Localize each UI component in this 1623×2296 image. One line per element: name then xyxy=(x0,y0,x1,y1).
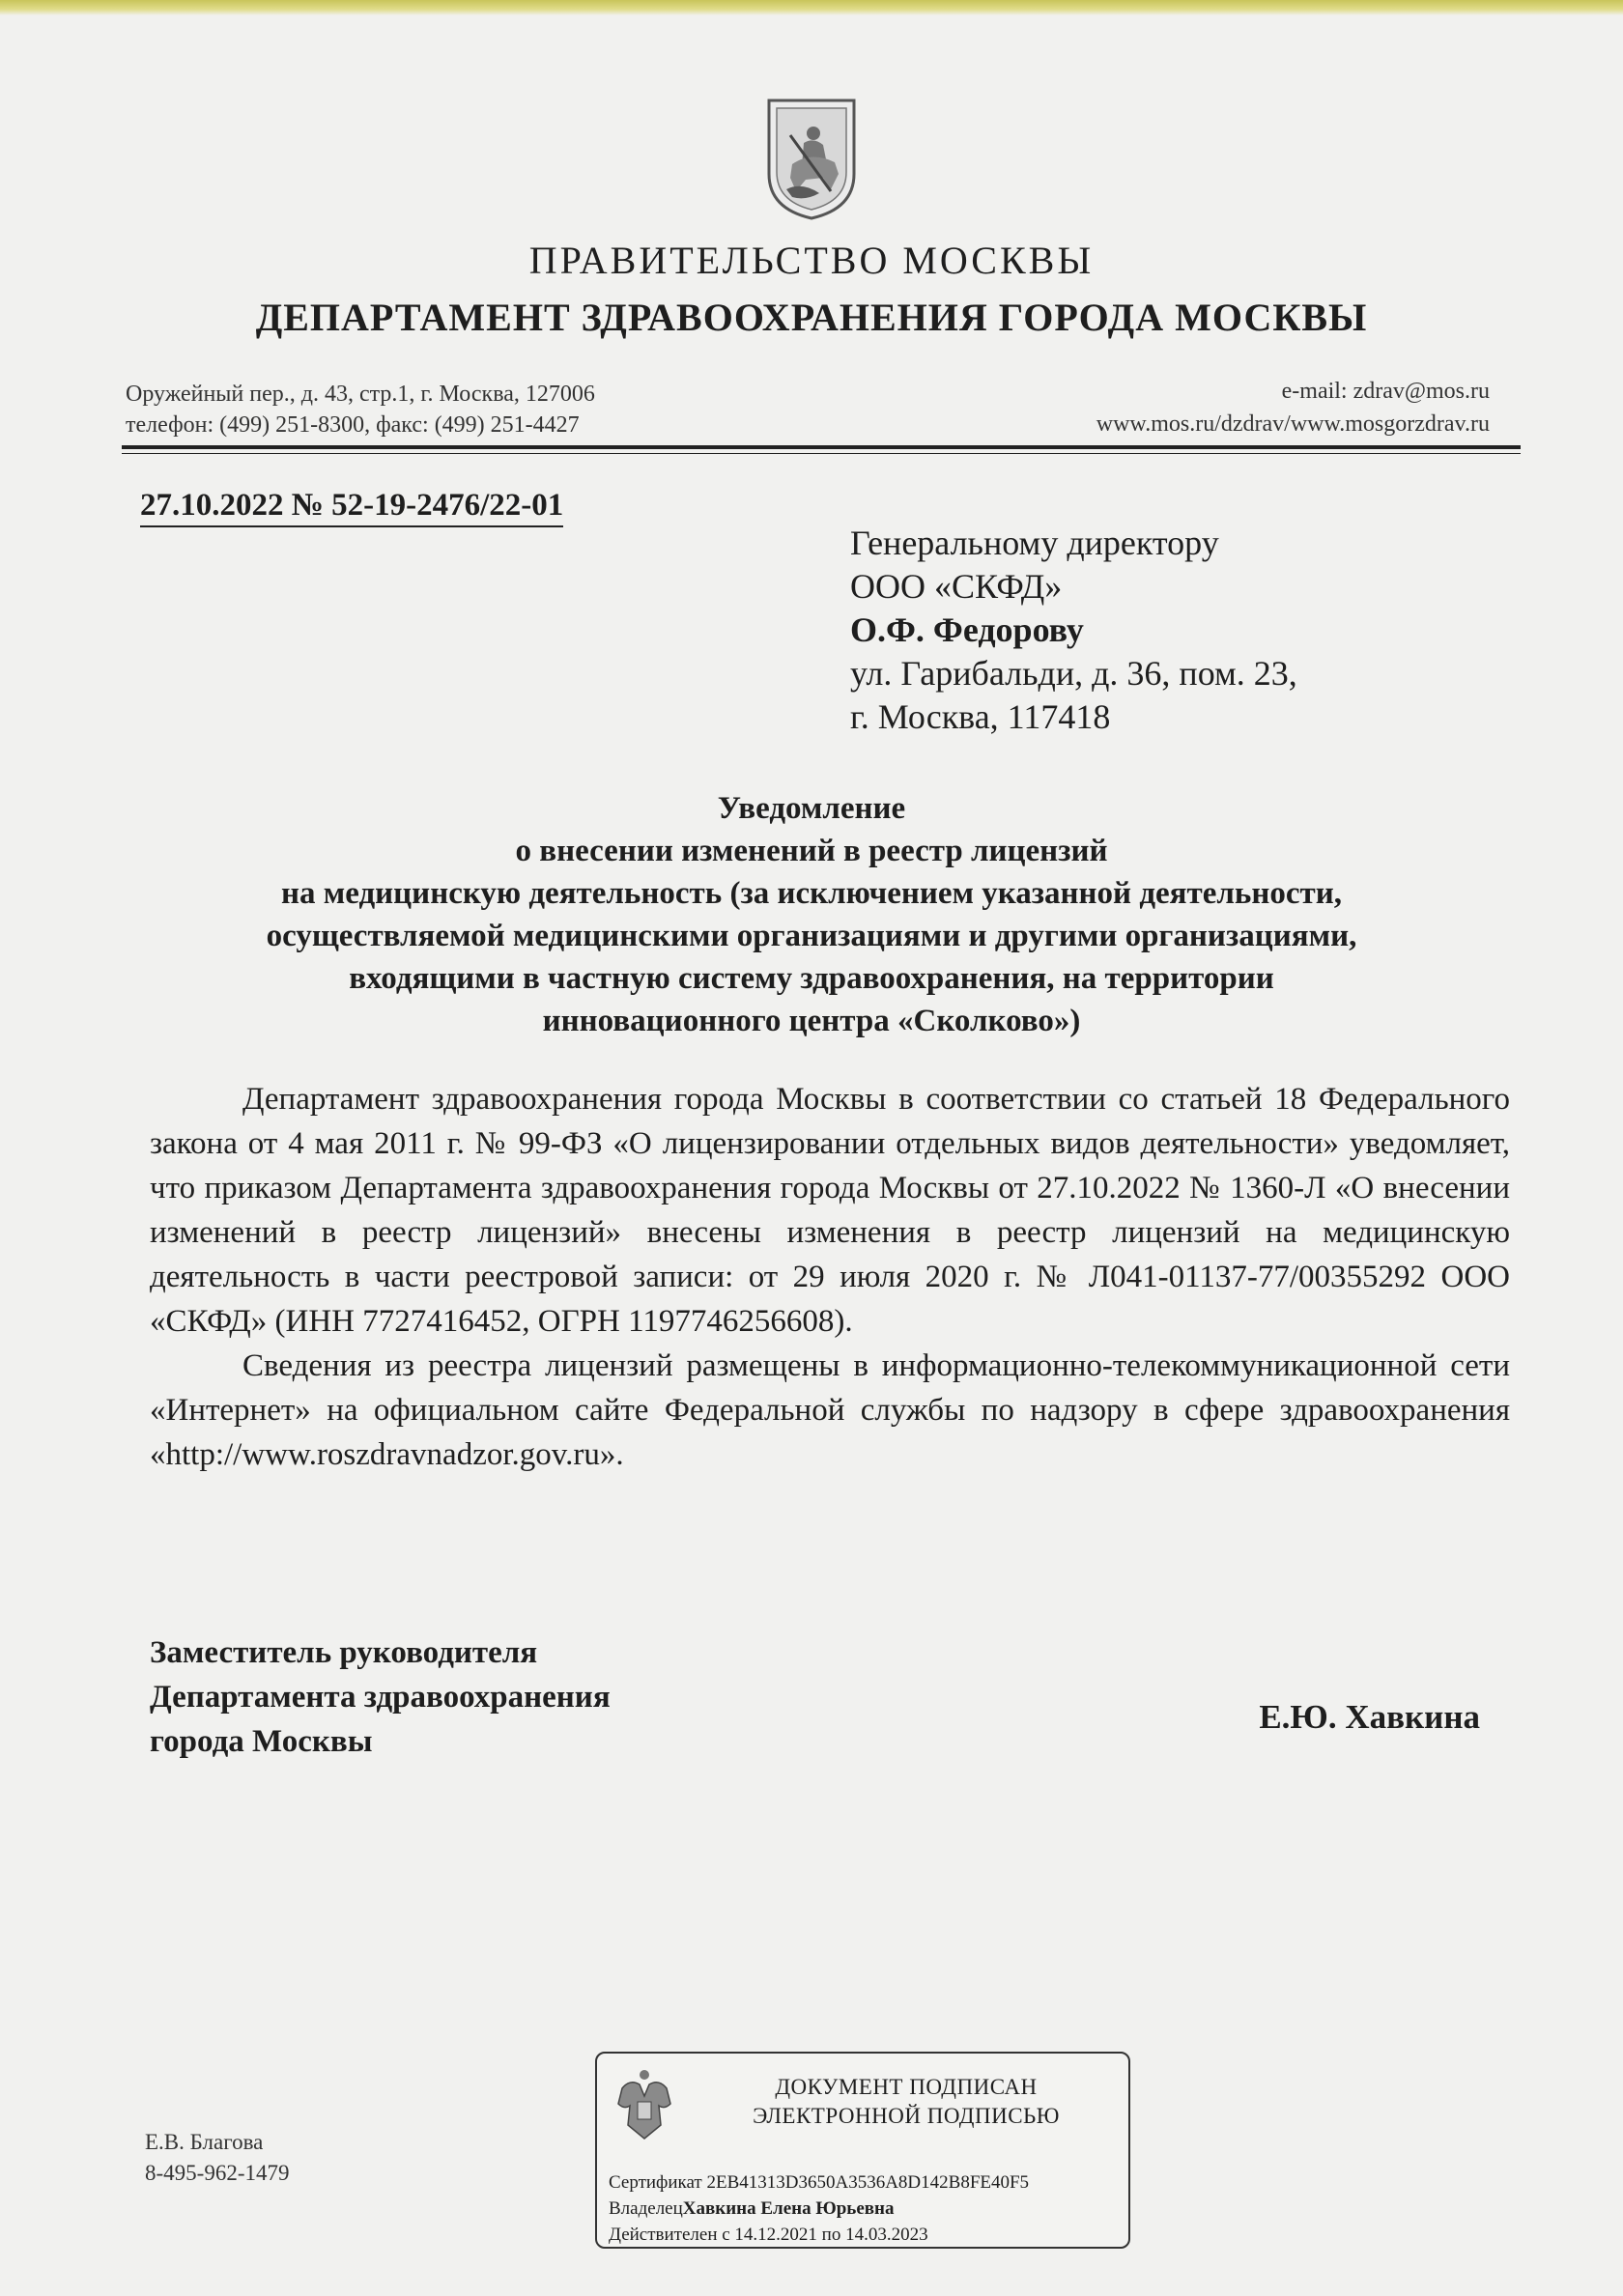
header-divider-thick xyxy=(122,445,1521,449)
phone-fax-line: телефон: (499) 251-8300, факс: (499) 251-4427 xyxy=(126,412,580,438)
signer-name: Е.Ю. Хавкина xyxy=(1259,1698,1480,1736)
address-line: Оружейный пер., д. 43, стр.1, г. Москва, 127006 xyxy=(126,382,595,407)
certificate-label: Сертификат xyxy=(609,2172,702,2193)
owner-line xyxy=(609,2196,1029,2222)
letter-body xyxy=(150,1077,1510,1477)
header-divider-thin xyxy=(122,453,1521,454)
notice-title-line: инновационного центра «Сколково») xyxy=(542,1004,1081,1038)
recipient-city: г. Москва, 117418 xyxy=(850,697,1111,736)
sender-address xyxy=(126,379,595,440)
electronic-signature-stamp xyxy=(595,2052,1130,2249)
email-text: e-mail: zdrav@mos.ru xyxy=(1281,379,1490,404)
executor-info xyxy=(145,2127,289,2189)
signer-title-line: города Москвы xyxy=(150,1724,373,1759)
notice-title-line: на медицинскую деятельность (за исключением указанной деятельности, xyxy=(281,876,1342,911)
recipient-street: ул. Гарибальди, д. 36, пом. 23, xyxy=(850,654,1297,693)
esign-header-line: ЭЛЕКТРОННОЙ ПОДПИСЬЮ xyxy=(753,2104,1060,2128)
certificate-line xyxy=(609,2169,1029,2196)
moscow-coat-of-arms-icon xyxy=(763,97,860,222)
notice-title xyxy=(135,787,1488,1042)
owner-value: Хавкина Елена Юрьевна xyxy=(682,2198,895,2219)
recipient-position: Генеральному директору xyxy=(850,524,1219,562)
esign-header xyxy=(694,2073,1119,2131)
double-headed-eagle-icon xyxy=(611,2067,678,2144)
notice-title-line: Уведомление xyxy=(717,791,906,826)
owner-label: Владелец xyxy=(609,2198,683,2219)
recipient-company: ООО «СКФД» xyxy=(850,567,1063,606)
department-title: ДЕПАРТАМЕНТ ЗДРАВООХРАНЕНИЯ ГОРОДА МОСКВЫ xyxy=(255,296,1368,339)
esign-certificate xyxy=(609,2169,1029,2248)
notice-title-line: о внесении изменений в реестр лицензий xyxy=(515,834,1108,868)
signer-title-line: Департамента здравоохранения xyxy=(150,1680,611,1715)
notice-title-line: осуществляемой медицинскими организациями и другими организациями, xyxy=(266,919,1357,953)
body-paragraph: Департамент здравоохранения города Москвы в соответствии со статьей 18 Федерального закона от 4 мая 2011 г. № 99-ФЗ «О лицензировании отдельных видов деятельности» уведомляет, что приказом Департамента здравоохранения города Москвы от 27.10.2022 № 1360-Л «О внесении изменений в реестр лицензий» внесены изменения в реестр лицензий на медицинскую деятельность в части реестровой записи: от 29 июля 2020 г. № Л041-01137-77/00355292 ООО «СКФД» (ИНН 7727416452, ОГРН 1197746256608). xyxy=(150,1082,1510,1339)
esign-header-line: ДОКУМЕНТ ПОДПИСАН xyxy=(775,2075,1038,2099)
government-title: ПРАВИТЕЛЬСТВО МОСКВЫ xyxy=(528,239,1095,282)
signer-title-line: Заместитель руководителя xyxy=(150,1635,538,1670)
signer-position xyxy=(150,1630,611,1764)
website-text: www.mos.ru/dzdrav/www.mosgorzdrav.ru xyxy=(1096,411,1490,437)
validity-line: Действителен с 14.12.2021 по 14.03.2023 xyxy=(609,2225,928,2245)
sender-contacts xyxy=(1096,375,1490,440)
executor-phone: 8-495-962-1479 xyxy=(145,2161,290,2185)
registration-number: 27.10.2022 № 52-19-2476/22-01 xyxy=(140,488,563,527)
recipient-name: О.Ф. Федорову xyxy=(850,610,1084,649)
certificate-value: 2ЕВ41313D3650A3536A8D142B8FE40F5 xyxy=(706,2172,1030,2193)
notice-title-line: входящими в частную систему здравоохранения, на территории xyxy=(349,961,1274,996)
body-paragraph: Сведения из реестра лицензий размещены в информационно-телекоммуникационной сети «Интернет» на официальном сайте Федеральной службы по надзору в сфере здравоохранения «http://www.roszdravnadzor.gov.ru». xyxy=(150,1348,1510,1472)
recipient-block xyxy=(850,522,1297,739)
executor-name: Е.В. Благова xyxy=(145,2130,264,2154)
